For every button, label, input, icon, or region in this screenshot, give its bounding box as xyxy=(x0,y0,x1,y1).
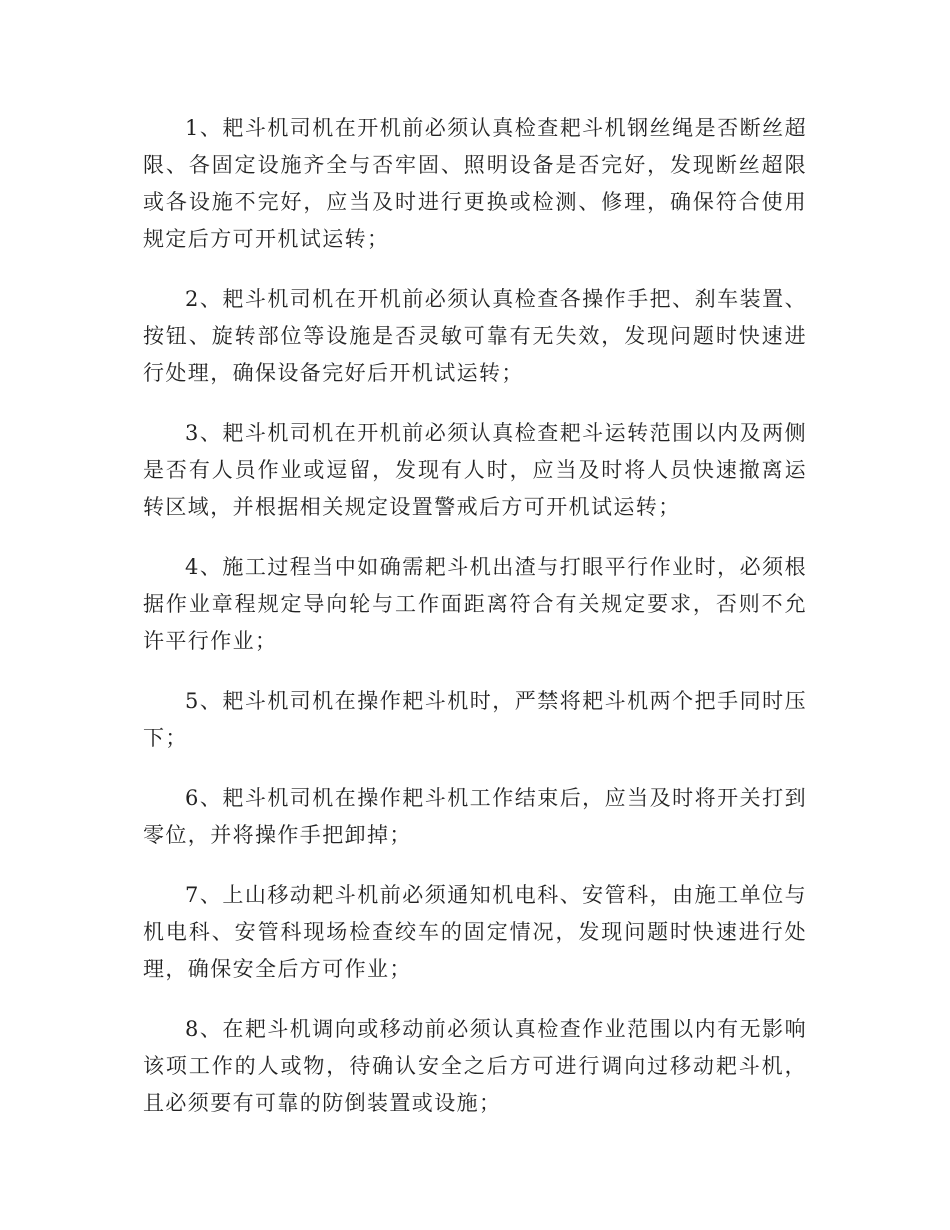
rule-item-1: 1、耙斗机司机在开机前必须认真检查耙斗机钢丝绳是否断丝超限、各固定设施齐全与否牢固、照明设备是否完好，发现断丝超限或各设施不完好，应当及时进行更换或检测、修理，确保符合使用规定后方可开机试运转； xyxy=(143,116,807,251)
rule-item-5: 5、耙斗机司机在操作耙斗机时，严禁将耙斗机两个把手同时压下； xyxy=(143,689,807,750)
rule-item-8: 8、在耙斗机调向或移动前必须认真检查作业范围以内有无影响该项工作的人或物，待确认安全之后方可进行调向过移动耙斗机，且必须要有可靠的防倒装置或设施； xyxy=(143,1017,807,1115)
rule-item-7: 7、上山移动耙斗机前必须通知机电科、安管科，由施工单位与机电科、安管科现场检查绞车的固定情况，发现问题时快速进行处理，确保安全后方可作业； xyxy=(143,883,807,981)
document-page xyxy=(143,110,807,1145)
rule-item-6: 6、耙斗机司机在操作耙斗机工作结束后，应当及时将开关打到零位，并将操作手把卸掉； xyxy=(143,786,807,847)
rule-item-4: 4、施工过程当中如确需耙斗机出渣与打眼平行作业时，必须根据作业章程规定导向轮与工作面距离符合有关规定要求，否则不允许平行作业； xyxy=(143,555,807,653)
rule-item-2: 2、耙斗机司机在开机前必须认真检查各操作手把、刹车装置、按钮、旋转部位等设施是否灵敏可靠有无失效，发现问题时快速进行处理，确保设备完好后开机试运转； xyxy=(143,287,807,385)
rule-item-3: 3、耙斗机司机在开机前必须认真检查耙斗运转范围以内及两侧是否有人员作业或逗留，发现有人时，应当及时将人员快速撤离运转区域，并根据相关规定设置警戒后方可开机试运转； xyxy=(143,421,807,519)
